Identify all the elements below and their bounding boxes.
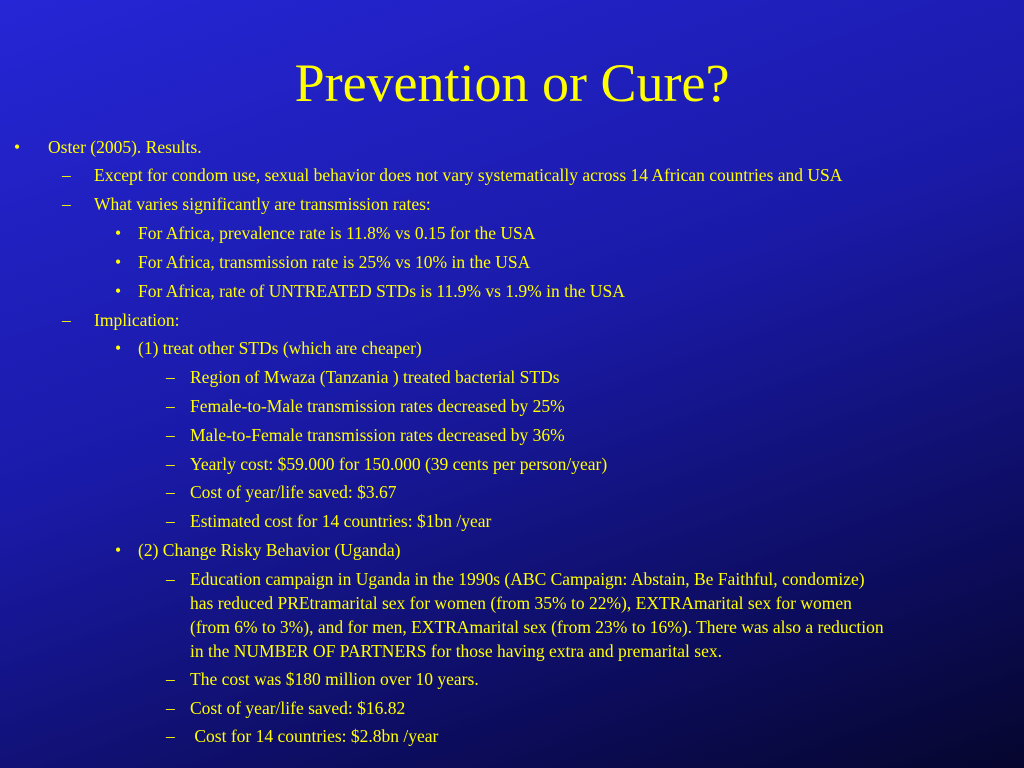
dash-marker: – — [166, 454, 175, 474]
bullet-cost-life-2: Cost of year/life saved: $16.82 — [190, 698, 406, 718]
dash-marker: – — [166, 698, 175, 718]
bullet-estimated: Estimated cost for 14 countries: $1bn /year — [190, 511, 492, 531]
dash-marker: – — [166, 425, 175, 445]
bullet-education-line-4: in the NUMBER OF PARTNERS for those having extra and premarital sex. — [190, 641, 722, 661]
bullet-f2m: Female-to-Male transmission rates decreased by 25% — [190, 396, 565, 416]
bullet-region: Region of Mwaza (Tanzania ) treated bacterial STDs — [190, 367, 560, 387]
bullet-prevalence: For Africa, prevalence rate is 11.8% vs 0.15 for the USA — [138, 223, 536, 243]
bullet-what-varies: What varies significantly are transmission rates: — [94, 194, 431, 214]
bullet-marker: • — [115, 223, 122, 243]
bullet-cost-180: The cost was $180 million over 10 years. — [190, 669, 479, 689]
dash-marker: – — [166, 482, 175, 502]
bullet-cost-life-1: Cost of year/life saved: $3.67 — [190, 482, 397, 502]
bullet-marker: • — [115, 252, 122, 272]
bullet-m2f: Male-to-Female transmission rates decreased by 36% — [190, 425, 565, 445]
bullet-change: (2) Change Risky Behavior (Uganda) — [138, 540, 401, 560]
slide-title: Prevention or Cure? — [294, 53, 730, 113]
dash-marker: – — [62, 194, 71, 214]
bullet-marker: • — [115, 281, 122, 301]
dash-marker: – — [166, 726, 175, 746]
bullet-cost-14: Cost for 14 countries: $2.8bn /year — [190, 726, 439, 746]
dash-marker: – — [62, 310, 71, 330]
bullet-transmission: For Africa, transmission rate is 25% vs 10% in the USA — [138, 252, 531, 272]
bullet-marker: • — [14, 137, 21, 157]
bullet-marker: • — [115, 338, 122, 358]
bullet-except: Except for condom use, sexual behavior does not vary systematically across 14 African countries and USA — [94, 165, 843, 185]
bullet-untreated: For Africa, rate of UNTREATED STDs is 11.9% vs 1.9% in the USA — [138, 281, 625, 301]
bullet-treat: (1) treat other STDs (which are cheaper) — [138, 338, 422, 358]
dash-marker: – — [166, 396, 175, 416]
bullet-yearly: Yearly cost: $59.000 for 150.000 (39 cents per person/year) — [190, 454, 608, 474]
dash-marker: – — [62, 165, 71, 185]
bullet-oster: Oster (2005). Results. — [48, 137, 202, 157]
bullet-education-line-2: has reduced PREtramarital sex for women (from 35% to 22%), EXTRAmarital sex for women — [190, 593, 852, 613]
dash-marker: – — [166, 511, 175, 531]
bullet-marker: • — [115, 540, 122, 560]
dash-marker: – — [166, 569, 175, 589]
bullet-education-line-1: Education campaign in Uganda in the 1990s (ABC Campaign: Abstain, Be Faithful, condomize) — [190, 569, 865, 589]
bullet-education-line-3: (from 6% to 3%), and for men, EXTRAmarital sex (from 23% to 16%). There was also a reduction — [190, 617, 884, 637]
dash-marker: – — [166, 367, 175, 387]
bullet-implication: Implication: — [94, 310, 180, 330]
dash-marker: – — [166, 669, 175, 689]
